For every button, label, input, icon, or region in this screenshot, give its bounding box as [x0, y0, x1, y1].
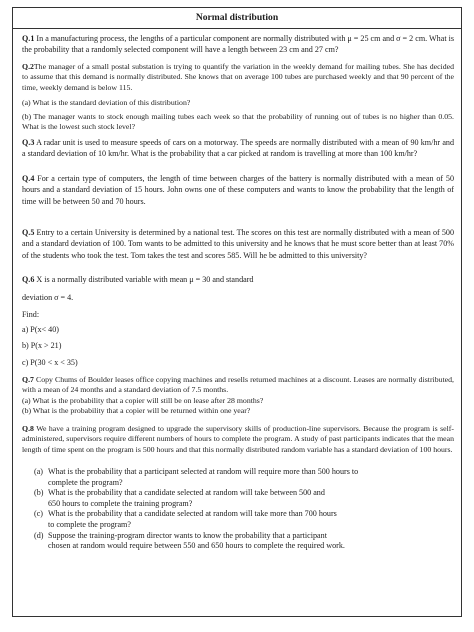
question-4	[22, 173, 454, 207]
list-item: (b) What is the probability that a candidate selected at random will take between 500 and	[34, 488, 325, 498]
question-text: We have a training program designed to upgrade the supervisory skills of production-line supervisors. Because the program is self-administered, supervisors require different numbers of hours to complete the program. A study of past participants indicates that the mean length of time spent on the program is 500 hours and that this normally distributed random variable has a standard deviation of 100 hours.	[22, 424, 454, 454]
question-6-line2: deviation σ = 4.	[22, 293, 74, 302]
question-2b: (b) The manager wants to stock enough mailing tubes each week so that the probability of running out of tubes is no higher than 0.05. What is the lowest such stock level?	[22, 112, 454, 132]
question-8	[22, 424, 454, 455]
question-7b: (b) What is the probability that a copier will be returned within one year?	[22, 406, 251, 415]
question-6b: b) P(x > 21)	[22, 341, 62, 350]
question-7a: (a) What is the probability that a copier will still be on lease after 28 months?	[22, 396, 264, 405]
question-number: Q.8	[22, 424, 34, 433]
question-number: Q.3	[22, 138, 35, 147]
question-number: Q.4	[22, 174, 35, 183]
question-8-parts	[34, 467, 454, 552]
question-6a: a) P(x< 40)	[22, 325, 59, 334]
question-6-find: Find:	[22, 310, 40, 319]
list-item: (c) What is the probability that a candidate selected at random will take more than 700 hours	[34, 509, 337, 519]
question-1	[22, 33, 454, 55]
page-title: Normal distribution	[195, 12, 279, 23]
question-2	[22, 62, 454, 93]
question-5	[22, 227, 454, 261]
question-text: Entry to a certain University is determined by a national test. The scores on this test are normally distributed with a mean of 500 and a standard deviation of 100. Tom wants to be admitted to this university and he knows that he must score better than at least 70% of the students who took the test. Tom takes the test and scores 585. Will he be admitted to this university?	[22, 228, 454, 260]
question-7	[22, 375, 454, 396]
question-text: In a manufacturing process, the lengths of a particular component are normally distributed with μ = 25 cm and σ = 2 cm. What is the probability that a randomly selected component will have a length between 23 cm and 27 cm?	[22, 34, 455, 55]
list-item: (d) Suppose the training-program director wants to know the probability that a participant	[34, 530, 327, 540]
list-item: complete the program?	[48, 477, 123, 487]
question-number: Q.7	[22, 375, 34, 384]
question-6-line1: Q.6 X is a normally distributed variable with mean μ = 30 and standard	[22, 275, 254, 284]
list-item: 650 hours to complete the training program?	[48, 498, 193, 508]
list-item: to complete the program?	[48, 519, 131, 529]
question-text: A radar unit is used to measure speeds of cars on a motorway. The speeds are normally distributed with a mean of 90 km/hr and a standard deviation of 10 km/hr. What is the probability that a car picked at random is travelling at more than 100 km/hr?	[22, 138, 455, 159]
question-2a: (a) What is the standard deviation of this distribution?	[22, 98, 191, 107]
question-number: Q.6	[22, 275, 35, 284]
question-number: Q.5	[22, 228, 35, 237]
question-6c: c) P(30 < x < 35)	[22, 358, 78, 367]
list-item: chosen at random would require between 550 and 650 hours to complete the required work.	[48, 541, 345, 551]
question-number: Q.2	[22, 62, 34, 71]
question-text: Copy Chums of Boulder leases office copying machines and resells returned machines at a discount. Leases are normally distributed, with a mean of 24 months and a standard deviation of 7.5 months.	[22, 375, 454, 395]
question-text: The manager of a small postal substation is trying to quantify the variation in the weekly demand for mailing tubes. She has decided to assume that this demand is normally distributed. She knows that on average 100 tubes are purchased weekly and that 90 percent of the time, weekly demand is below 115.	[22, 62, 454, 92]
question-3	[22, 137, 454, 160]
question-number: Q.1	[22, 34, 35, 43]
question-text: For a certain type of computers, the length of time between charges of the battery is normally distributed with a mean of 50 hours and a standard deviation of 15 hours. John owns one of these computers and wants to know the probability that the length of time will be between 50 and 70 hours.	[22, 174, 454, 206]
list-item: (a) What is the probability that a participant selected at random will require more than 500 hours to	[34, 467, 359, 476]
